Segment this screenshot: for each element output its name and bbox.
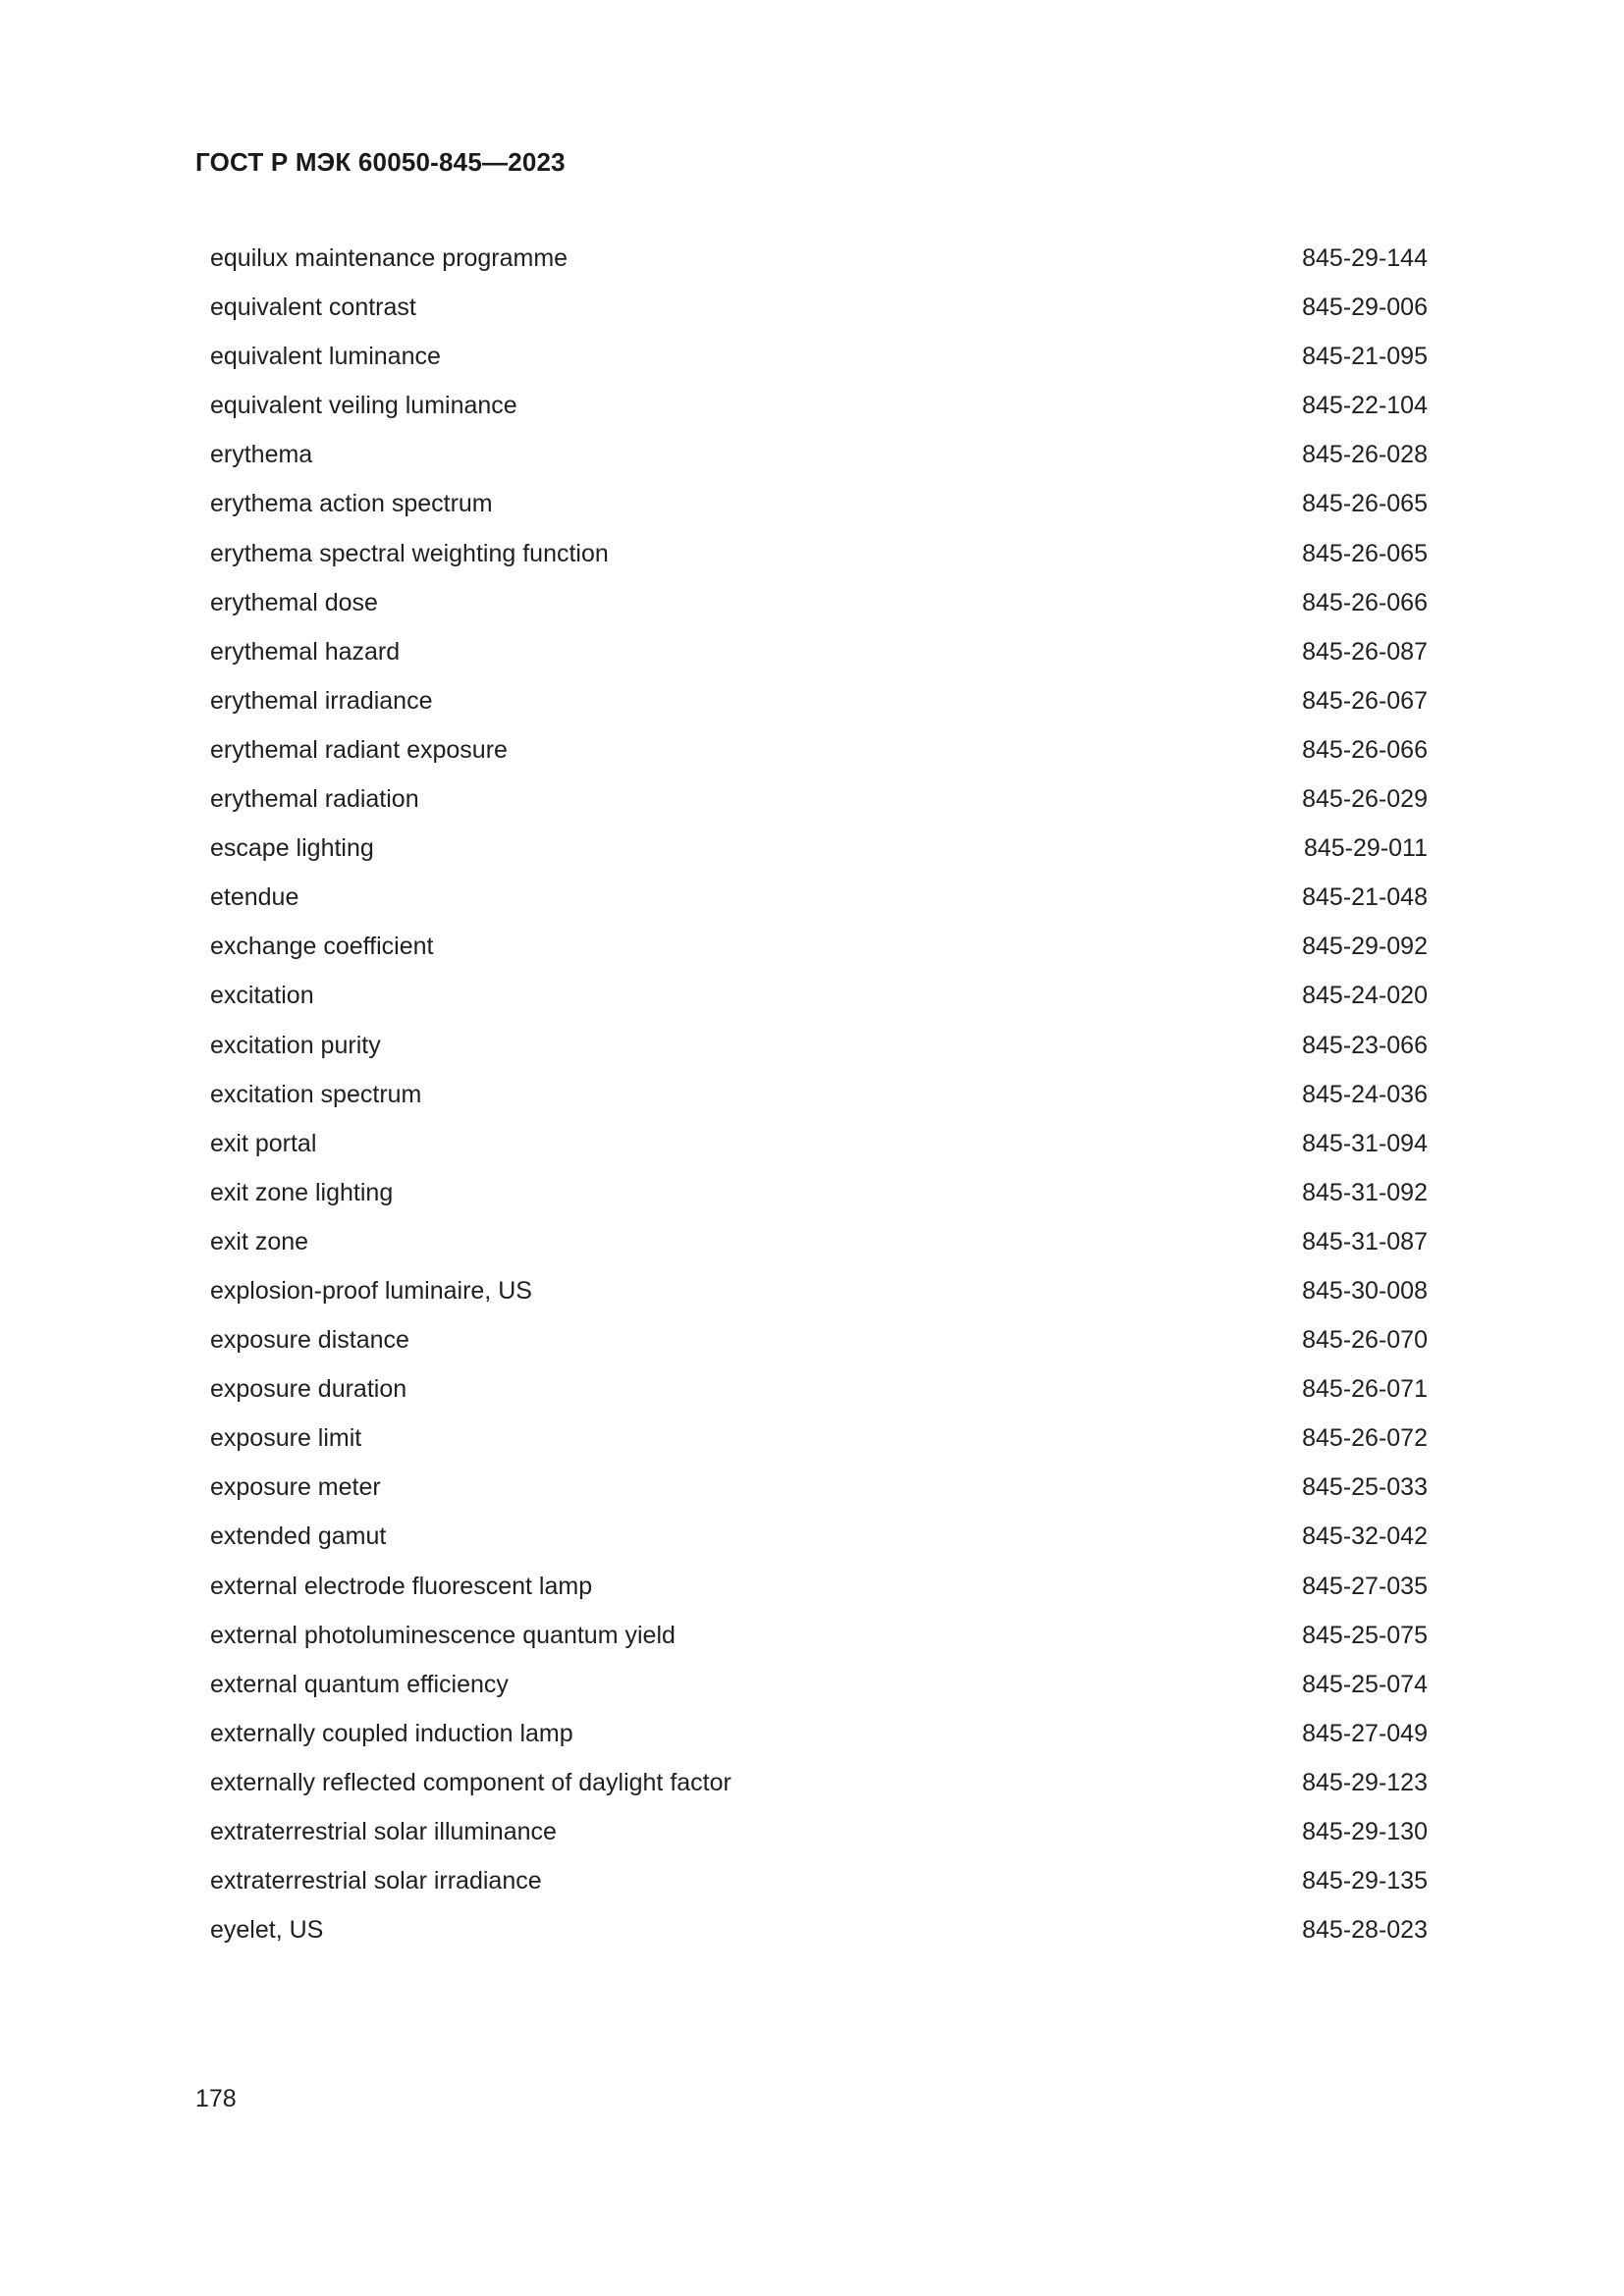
index-reference-number: 845-26-067 [1302,686,1428,715]
index-term: erythema spectral weighting function [210,539,609,567]
index-entry [210,1021,1428,1070]
index-term: extended gamut [210,1522,387,1551]
index-reference-number: 845-31-087 [1302,1227,1428,1255]
index-reference-number: 845-22-104 [1302,392,1428,420]
index-entry [210,1856,1428,1905]
index-entry [210,676,1428,725]
index-term: extraterrestrial solar illuminance [210,1818,557,1845]
index-entry [210,1119,1428,1168]
index-reference-number: 845-26-066 [1302,735,1428,764]
index-entry [210,332,1428,381]
index-reference-number: 845-29-144 [1302,244,1428,272]
index-entry [210,725,1428,774]
index-entry [210,922,1428,971]
index-term: extraterrestrial solar irradiance [210,1867,542,1896]
index-entry [210,1905,1428,1954]
index-term: exchange coefficient [210,933,434,961]
index-term: eyelet, US [210,1916,324,1945]
index-entry [210,1807,1428,1856]
index-entry [210,1463,1428,1512]
index-entry [210,1512,1428,1561]
index-reference-number: 845-26-028 [1302,441,1428,469]
index-reference-number: 845-21-048 [1302,883,1428,912]
index-term: erythemal radiation [210,785,419,814]
index-term: erythema action spectrum [210,490,493,518]
index-entry [210,1315,1428,1364]
index-reference-number: 845-29-135 [1302,1867,1428,1896]
index-entry [210,1660,1428,1709]
index-reference-number: 845-27-035 [1302,1572,1428,1600]
page-number: 178 [195,2085,237,2112]
index-entry [210,1709,1428,1758]
index-reference-number: 845-26-072 [1302,1424,1428,1453]
index-term: external photoluminescence quantum yield [210,1621,676,1649]
index-reference-number: 845-25-033 [1302,1473,1428,1502]
index-entry [210,578,1428,627]
index-term: exit zone lighting [210,1178,394,1206]
index-term: external quantum efficiency [210,1670,509,1698]
index-reference-number: 845-29-006 [1302,294,1428,322]
index-term: exit portal [210,1129,317,1157]
index-entry [210,1611,1428,1660]
index-reference-number: 845-27-049 [1302,1719,1428,1747]
index-entry [210,1364,1428,1414]
index-entry [210,873,1428,922]
index-term: erythemal radiant exposure [210,735,508,764]
index-term: explosion-proof luminaire, US [210,1276,532,1305]
index-reference-number: 845-26-066 [1302,588,1428,616]
index-term: escape lighting [210,834,374,863]
index-reference-number: 845-28-023 [1302,1916,1428,1945]
index-term: externally coupled induction lamp [210,1719,573,1747]
index-entry [210,1562,1428,1611]
index-reference-number: 845-24-036 [1302,1080,1428,1108]
index-reference-number: 845-31-092 [1302,1178,1428,1206]
index-reference-number: 845-29-130 [1302,1818,1428,1845]
index-term: equivalent luminance [210,343,441,371]
index-reference-number: 845-25-074 [1302,1670,1428,1698]
index-reference-number: 845-26-065 [1302,539,1428,567]
index-reference-number: 845-26-070 [1302,1326,1428,1355]
index-entry [210,1758,1428,1807]
index-reference-number: 845-26-087 [1302,637,1428,666]
index-entry [210,1414,1428,1463]
index-term: exposure meter [210,1473,381,1502]
index-reference-number: 845-31-094 [1302,1129,1428,1157]
index-entry [210,381,1428,430]
index-reference-number: 845-26-029 [1302,785,1428,814]
index-entry [210,479,1428,528]
term-index-list [210,234,1428,1954]
index-term: erythemal irradiance [210,686,433,715]
index-term: exposure distance [210,1326,409,1355]
index-entry [210,430,1428,479]
index-term: equivalent contrast [210,294,416,322]
index-reference-number: 845-29-092 [1302,933,1428,961]
index-entry [210,234,1428,283]
index-term: exposure limit [210,1424,362,1453]
index-term: equivalent veiling luminance [210,392,517,420]
index-entry [210,1168,1428,1217]
index-reference-number: 845-25-075 [1302,1621,1428,1649]
index-reference-number: 845-29-011 [1303,834,1428,863]
index-entry [210,774,1428,824]
index-term: erythema [210,441,313,469]
index-reference-number: 845-23-066 [1302,1031,1428,1059]
index-reference-number: 845-26-071 [1302,1375,1428,1404]
index-term: external electrode fluorescent lamp [210,1572,593,1600]
index-reference-number: 845-26-065 [1302,490,1428,518]
index-entry [210,1070,1428,1119]
index-entry [210,627,1428,676]
index-entry [210,824,1428,873]
index-entry [210,1217,1428,1266]
index-term: erythemal dose [210,588,378,616]
index-term: excitation purity [210,1031,381,1059]
index-term: exit zone [210,1227,309,1255]
index-entry [210,1266,1428,1315]
index-term: excitation [210,982,314,1010]
index-entry [210,971,1428,1020]
index-entry [210,283,1428,332]
index-reference-number: 845-29-123 [1302,1768,1428,1796]
index-entry [210,529,1428,578]
index-term: equilux maintenance programme [210,244,568,272]
index-term: externally reflected component of daylight factor [210,1768,731,1796]
index-reference-number: 845-30-008 [1302,1276,1428,1305]
index-term: excitation spectrum [210,1080,422,1108]
index-reference-number: 845-24-020 [1302,982,1428,1010]
index-reference-number: 845-32-042 [1302,1522,1428,1551]
index-term: exposure duration [210,1375,407,1404]
document-header: ГОСТ Р МЭК 60050-845—2023 [195,147,566,177]
index-reference-number: 845-21-095 [1302,343,1428,371]
index-term: erythemal hazard [210,637,401,666]
index-term: etendue [210,883,299,912]
